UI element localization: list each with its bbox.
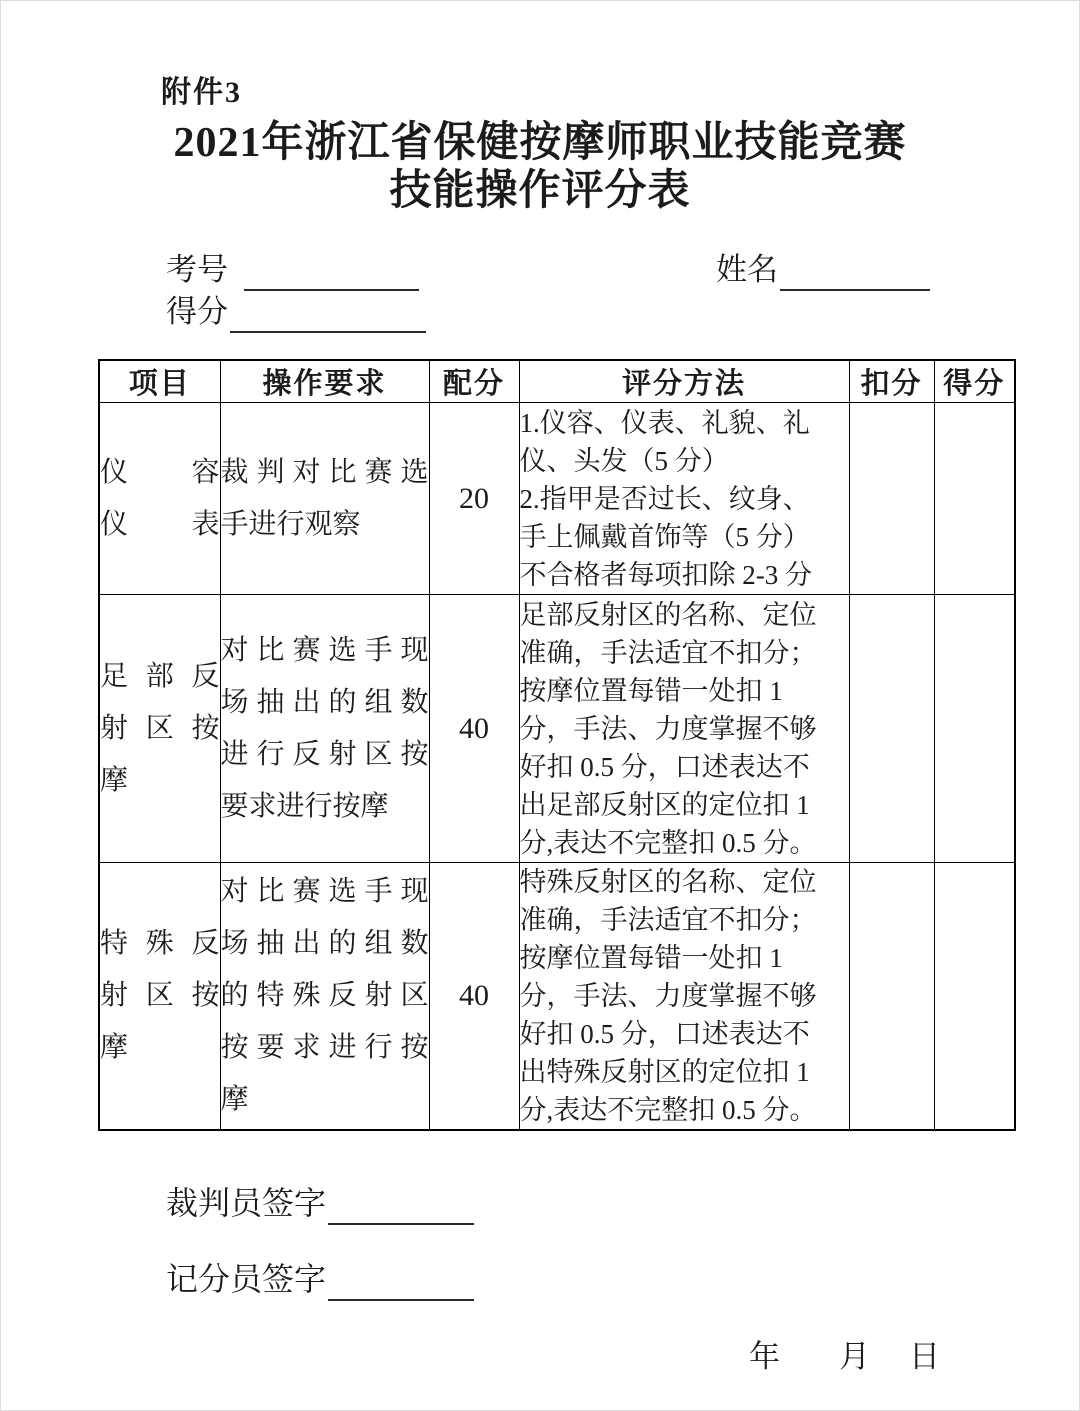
cell-deduction xyxy=(849,403,934,595)
table-header-row xyxy=(99,360,1015,403)
item-text: 特殊反 射区按 摩 xyxy=(100,928,220,1063)
cell-points xyxy=(429,863,519,1131)
method-text: 1.仪容、仪表、礼貌、礼 仪、头发（5 分） 2.指甲是否过长、纹身、 手上佩戴首饰等（5 分） 不合格者每项扣除 2-3 分 xyxy=(519,407,812,590)
cell-method xyxy=(519,863,849,1131)
cell-points xyxy=(429,595,519,863)
header-fields xyxy=(166,249,956,333)
requirement-text: 裁判对比赛选 手进行观察 xyxy=(220,456,429,540)
cell-deduction xyxy=(849,595,934,863)
cell-method xyxy=(519,403,849,595)
requirement-text: 对比赛选手现 场抽出的组数 进行反射区按 要求进行按摩 xyxy=(220,634,429,822)
header-deduction: 扣分 xyxy=(849,360,934,403)
cell-score xyxy=(934,595,1015,863)
requirement-text: 对比赛选手现 场抽出的组数 的特殊反射区 按要求进行按 摩 xyxy=(220,876,429,1115)
header-item: 项目 xyxy=(99,360,220,403)
exam-no-row xyxy=(166,249,956,291)
judge-signature-row xyxy=(166,1181,1079,1225)
cell-item xyxy=(99,403,220,595)
footer xyxy=(166,1181,1079,1301)
header-points: 配分 xyxy=(429,360,519,403)
scoring-table xyxy=(98,359,1016,1131)
cell-score xyxy=(934,863,1015,1131)
judge-signature-blank xyxy=(328,1189,474,1225)
judge-signature-label: 裁判员签字 xyxy=(166,1185,327,1221)
cell-requirement xyxy=(220,863,429,1131)
cell-points xyxy=(429,403,519,595)
header-method: 评分方法 xyxy=(519,360,849,403)
scorer-signature-label: 记分员签字 xyxy=(166,1261,327,1297)
score-blank xyxy=(230,298,426,333)
method-text: 足部反射区的名称、定位 准确，手法适宜不扣分； 按摩位置每错一处扣 1 分，手法、力度掌握不够 好扣 0.5 分，口述表达不 出足部反射区的定位扣 1 分,表达不完整扣 0.5 分。 xyxy=(519,599,817,858)
cell-requirement xyxy=(220,595,429,863)
score-row xyxy=(166,291,956,333)
header-requirement: 操作要求 xyxy=(220,360,429,403)
date-day-label: 日 xyxy=(909,1339,940,1374)
table-row-foot-reflex xyxy=(99,595,1015,863)
table-row-appearance xyxy=(99,403,1015,595)
cell-score xyxy=(934,403,1015,595)
exam-no-blank xyxy=(244,256,419,291)
item-text: 仪容 仪表 xyxy=(100,456,220,540)
cell-deduction xyxy=(849,863,934,1131)
points-value: 40 xyxy=(459,711,489,745)
method-text: 特殊反射区的名称、定位 准确，手法适宜不扣分； 按摩位置每错一处扣 1 分，手法、力度掌握不够 好扣 0.5 分，口述表达不 出特殊反射区的定位扣 1 分,表达不完整扣 0.5 分。 xyxy=(519,867,817,1125)
points-value: 20 xyxy=(459,481,489,515)
attachment-label: 附件3 xyxy=(161,76,242,109)
scorer-signature-row xyxy=(166,1257,1079,1301)
name-label: 姓名 xyxy=(716,252,778,287)
cell-method xyxy=(519,595,849,863)
item-text: 足部反 射区按 摩 xyxy=(100,660,220,796)
header-score: 得分 xyxy=(934,360,1015,403)
name-group xyxy=(716,249,930,291)
title-line-1: 2021年浙江省保健按摩师职业技能竞赛 xyxy=(173,120,907,166)
date-line xyxy=(1,1335,1079,1379)
cell-item xyxy=(99,595,220,863)
cell-requirement xyxy=(220,403,429,595)
date-year-label: 年 xyxy=(749,1339,780,1374)
cell-item xyxy=(99,863,220,1131)
points-value: 40 xyxy=(459,979,489,1012)
date-month-label: 月 xyxy=(839,1339,870,1374)
exam-no-label: 考号 xyxy=(166,252,228,287)
score-label: 得分 xyxy=(166,294,228,329)
table-row-special-reflex xyxy=(99,863,1015,1131)
title-line-2: 技能操作评分表 xyxy=(389,168,691,214)
document-title xyxy=(1,119,1079,215)
scorer-signature-blank xyxy=(328,1265,474,1301)
name-blank xyxy=(780,256,930,291)
